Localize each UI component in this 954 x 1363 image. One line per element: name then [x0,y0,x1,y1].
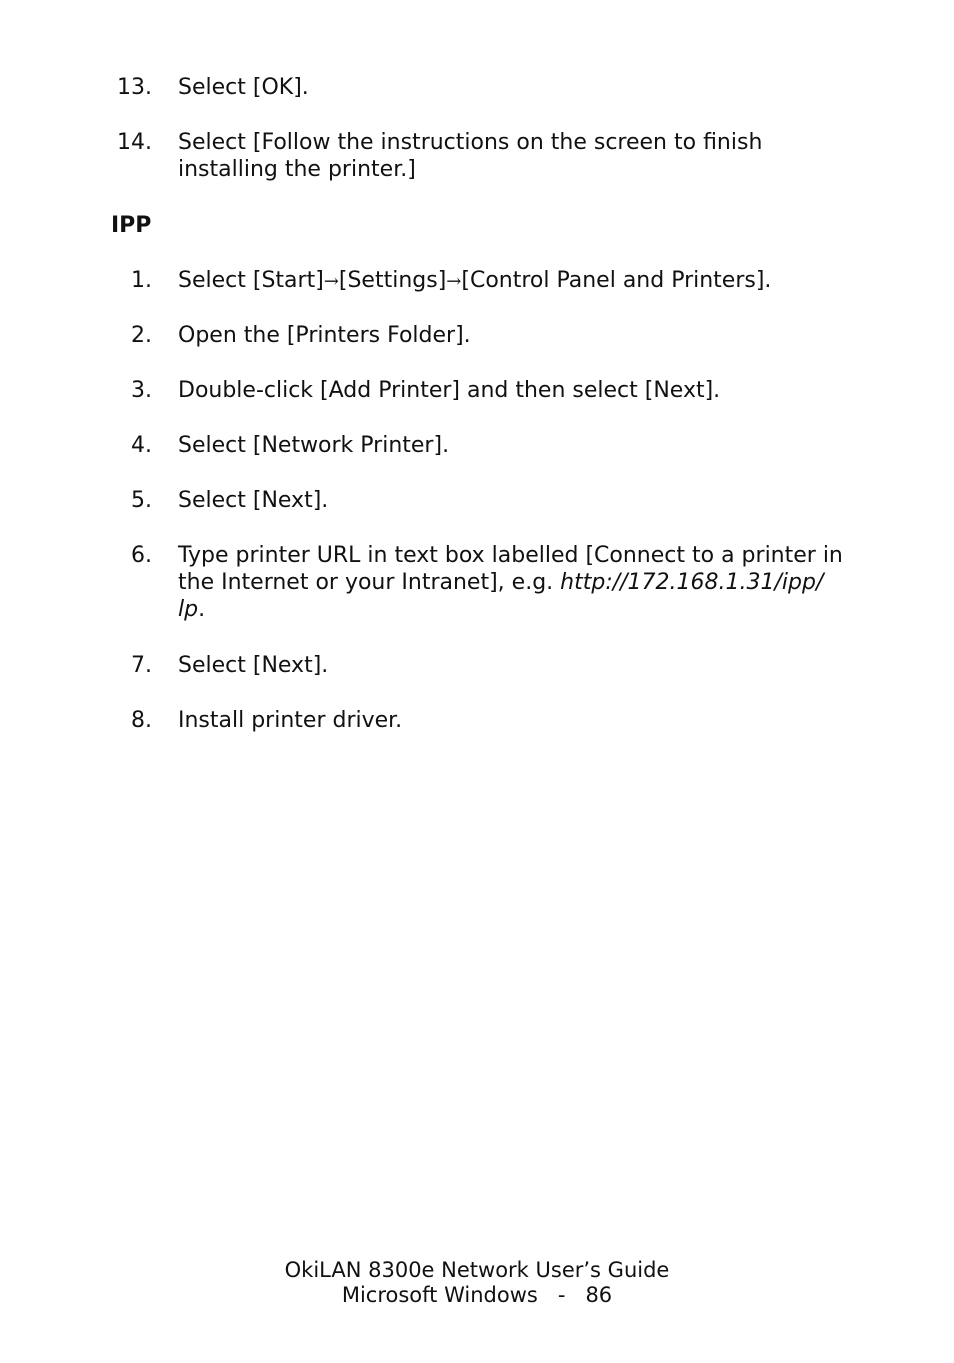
step-number: 1. [131,268,152,293]
step-text [178,74,878,101]
step-text-part: . [198,597,206,622]
step-number: 3. [131,378,152,403]
step-text-line: Install printer driver. [178,708,403,733]
step-text-part: [Settings] [338,268,447,293]
step-text-part: the Internet or your Intranet], e.g. [178,570,561,595]
step-number: 4. [131,433,152,458]
step-text-line: Select [Next]. [178,653,329,678]
step-text-part: [Control Panel and Printers]. [461,268,772,293]
step-text-line: Select [OK]. [178,75,309,100]
step-number: 8. [131,708,152,733]
footer-page-info: Microsoft Windows - 86 [341,1283,613,1307]
step-text [178,322,878,349]
step-text [178,652,878,679]
step-text [178,377,878,404]
step-number: 6. [131,543,152,568]
section-heading: IPP [111,213,152,238]
arrow-right-icon: → [446,271,462,292]
step-text-line: Type printer URL in text box labelled [Connect to a printer in [178,543,843,568]
arrow-right-icon: → [323,271,339,292]
step-text [178,129,878,183]
step-text-line: Select [Follow the instructions on the screen to finish [178,130,763,155]
step-text-line: Double-click [Add Printer] and then select [Next]. [178,378,721,403]
step-number: 5. [131,488,152,513]
step-text [178,707,878,734]
step-text-line: Open the [Printers Folder]. [178,323,471,348]
example-url-continued: lp [178,597,199,622]
step-text [178,487,878,514]
step-number: 14. [117,130,152,155]
step-text-part: Select [Start] [178,268,324,293]
step-number: 13. [117,75,152,100]
example-url: http://172.168.1.31/ipp/ [560,570,824,595]
step-text [178,542,878,623]
footer-title: OkiLAN 8300e Network User’s Guide [284,1258,670,1282]
step-number: 2. [131,323,152,348]
step-text [178,267,878,295]
step-text [178,432,878,459]
step-text-line: Select [Network Printer]. [178,433,450,458]
step-text-line: Select [Next]. [178,488,329,513]
step-text-line: installing the printer.] [178,157,416,182]
step-number: 7. [131,653,152,678]
